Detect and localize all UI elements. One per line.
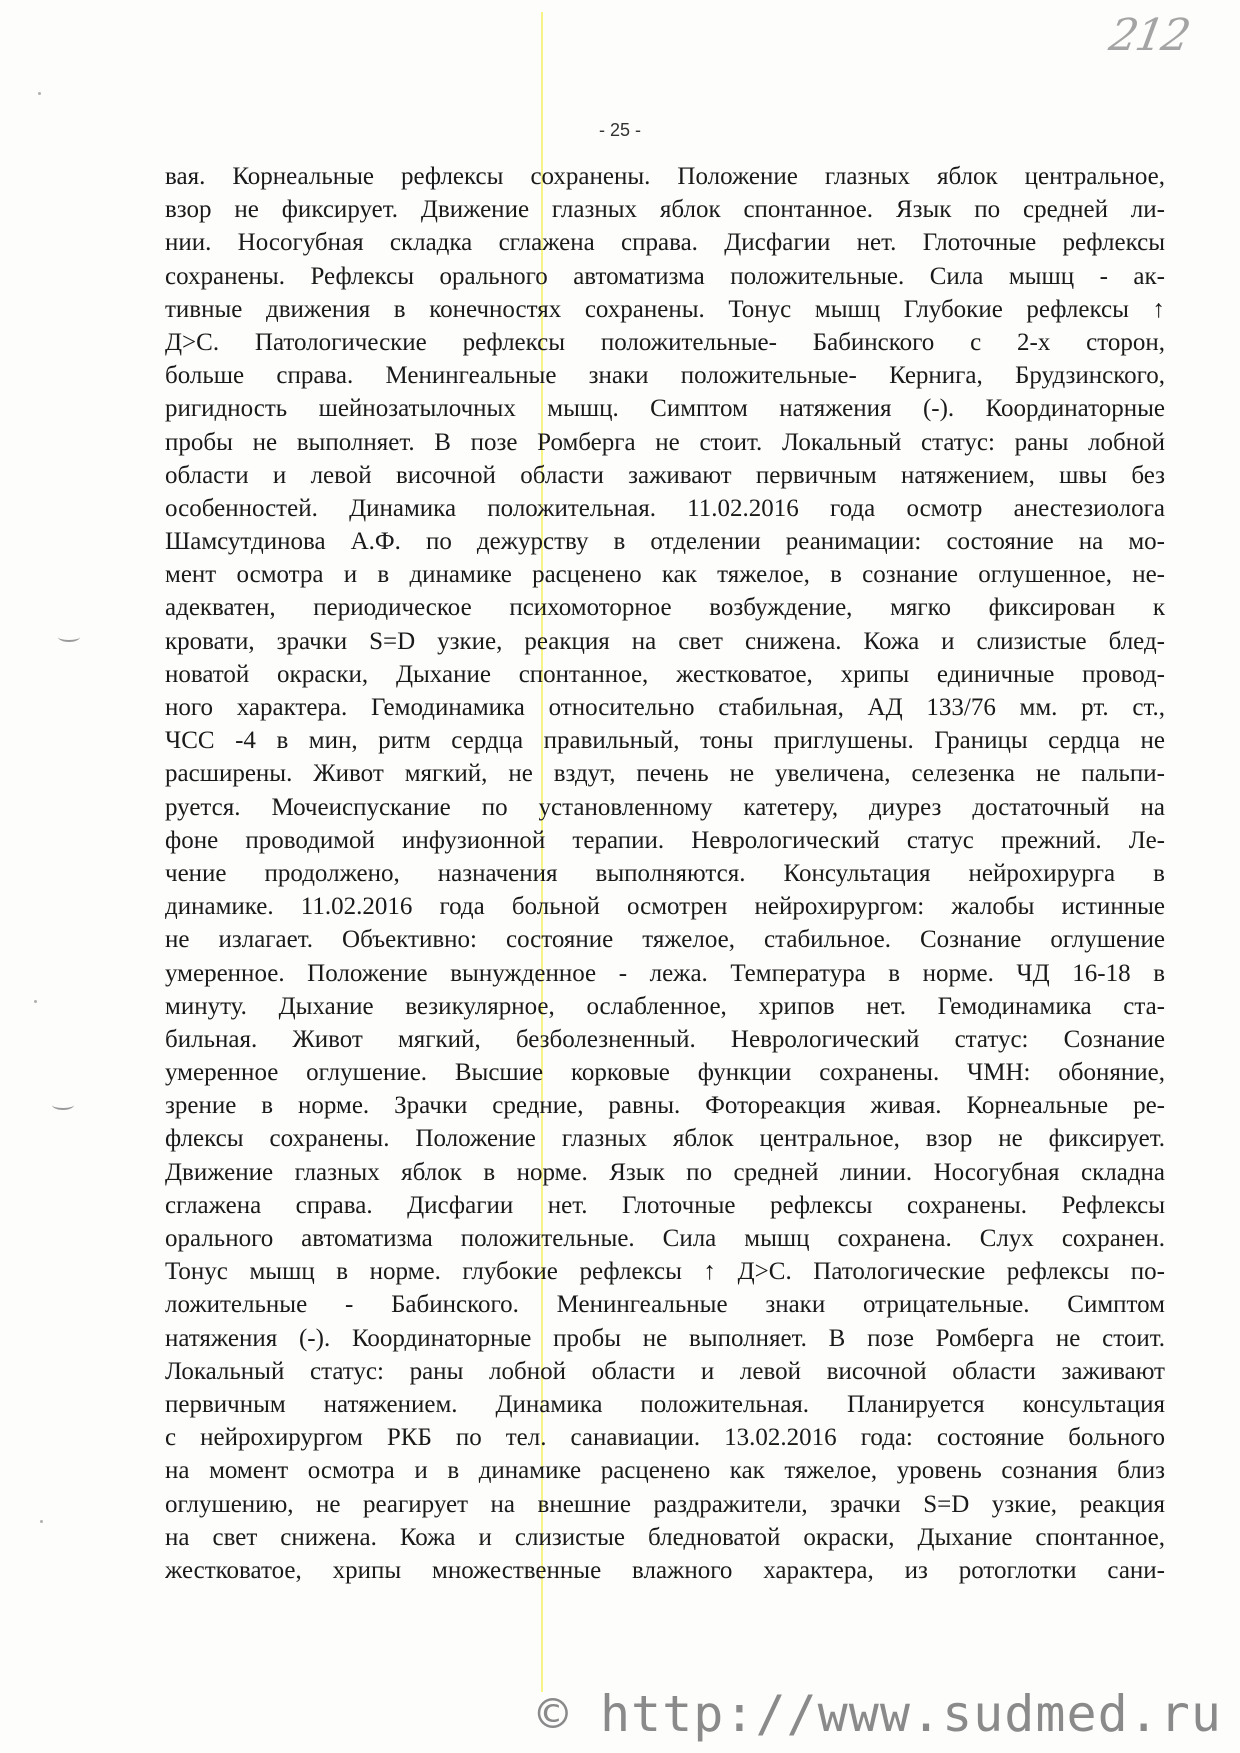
- text-line-content: вая. Корнеальные рефлексы сохранены. Положение глазных яблок центральное,: [165, 163, 1165, 190]
- text-line-content: Тонус мышц в норме. глубокие рефлексы ↑ Д>С. Патологические рефлексы по-: [165, 1258, 1165, 1286]
- text-line-content: ложительные - Бабинского. Менингеальные знаки отрицательные. Симптом: [165, 1291, 1165, 1319]
- text-line-content: нии. Носогубная складка сглажена справа. Дисфагии нет. Глоточные рефлексы: [165, 229, 1165, 257]
- text-line: [165, 890, 1165, 923]
- text-line-content: динамике. 11.02.2016 года больной осмотрен нейрохирургом: жалобы истинные: [165, 893, 1165, 921]
- scan-speck: [34, 1000, 37, 1003]
- text-line-content: оглушению, не реагирует на внешние раздражители, зрачки S=D узкие, реакция: [165, 1490, 1165, 1518]
- text-line-content: взор не фиксирует. Движение глазных яблок спонтанное. Язык по средней ли-: [165, 196, 1165, 224]
- text-line: [165, 525, 1165, 558]
- text-line-content: ригидность шейнозатылочных мышц. Симптом натяжения (-). Координаторные: [165, 395, 1165, 423]
- text-line-content: бильная. Живот мягкий, безболезненный. Неврологический статус: Сознание: [165, 1025, 1165, 1053]
- text-line: [165, 1189, 1165, 1222]
- text-line-content: зрение в норме. Зрачки средние, равны. Фотореакция живая. Корнеальные ре-: [165, 1092, 1165, 1120]
- text-line-content: чение продолжено, назначения выполняются. Консультация нейрохирурга в: [165, 859, 1165, 887]
- text-line: [165, 1521, 1165, 1554]
- binding-hole-mark: [52, 1100, 74, 1110]
- text-line-content: ного характера. Гемодинамика относительно стабильная, АД 133/76 мм. рт. ст.,: [165, 694, 1165, 721]
- text-line-content: минуту. Дыхание везикулярное, ослабленное, хрипов нет. Гемодинамика ста-: [165, 992, 1165, 1020]
- text-line: [165, 326, 1165, 359]
- text-line-content: мент осмотра и в динамике расценено как тяжелое, в сознание оглушенное, не-: [165, 561, 1165, 589]
- text-line: [165, 1089, 1165, 1122]
- text-line-content: особенностей. Динамика положительная. 11.02.2016 года осмотр анестезиолога: [165, 494, 1165, 522]
- text-line-content: жестковатое, хрипы множественные влажного характера, из ротоглотки сани-: [165, 1556, 1165, 1584]
- body-text: [165, 160, 1165, 1587]
- text-line: [165, 426, 1165, 459]
- text-line-content: сглажена справа. Дисфагии нет. Глоточные рефлексы сохранены. Рефлексы: [165, 1191, 1165, 1219]
- text-line: [165, 957, 1165, 990]
- text-line: [165, 724, 1165, 757]
- text-line: [165, 857, 1165, 890]
- text-line-content: флексы сохранены. Положение глазных яблок центральное, взор не фиксирует.: [165, 1125, 1165, 1153]
- text-line: [165, 1421, 1165, 1454]
- text-line: [165, 558, 1165, 591]
- text-line: [165, 1122, 1165, 1155]
- text-line-content: на свет снижена. Кожа и слизистые бледноватой окраски, Дыхание спонтанное,: [165, 1523, 1165, 1551]
- text-line-content: кровати, зрачки S=D узкие, реакция на свет снижена. Кожа и слизистые блед-: [165, 627, 1165, 655]
- text-line-content: руется. Мочеиспускание по установленному катетеру, диурез достаточный на: [165, 793, 1165, 821]
- text-line-content: умеренное. Положение вынужденное - лежа. Температура в норме. ЧД 16-18 в: [165, 959, 1165, 987]
- text-line: [165, 1288, 1165, 1321]
- text-line-content: Шамсутдинова А.Ф. по дежурству в отделении реанимации: состояние на мо-: [165, 528, 1165, 556]
- text-line: [165, 990, 1165, 1023]
- text-line: [165, 392, 1165, 425]
- text-line: [165, 691, 1165, 724]
- text-line: [165, 625, 1165, 658]
- text-line: [165, 1222, 1165, 1255]
- text-line: [165, 1255, 1165, 1288]
- text-line-content: не излагает. Объективно: состояние тяжелое, стабильное. Сознание оглушение: [165, 926, 1165, 954]
- text-line-content: больше справа. Менингеальные знаки положительные- Кернига, Брудзинского,: [165, 362, 1165, 390]
- text-line: [165, 226, 1165, 259]
- text-line-content: умеренное оглушение. Высшие корковые функции сохранены. ЧМН: обоняние,: [165, 1059, 1165, 1087]
- text-line: [165, 293, 1165, 326]
- text-line: [165, 757, 1165, 790]
- page-number: - 25 -: [598, 120, 641, 140]
- text-line-content: фоне проводимой инфузионной терапии. Неврологический статус прежний. Ле-: [165, 826, 1165, 854]
- text-line-content: адекватен, периодическое психомоторное возбуждение, мягко фиксирован к: [165, 594, 1165, 622]
- text-line: [165, 658, 1165, 691]
- text-line: [165, 591, 1165, 624]
- text-line-content: Локальный статус: раны лобной области и левой височной области заживают: [165, 1357, 1165, 1385]
- text-line: [165, 1388, 1165, 1421]
- text-line: [165, 193, 1165, 226]
- text-line-content: области и левой височной области заживают первичным натяжением, швы без: [165, 461, 1165, 489]
- text-line: [165, 1488, 1165, 1521]
- text-line: [165, 160, 1165, 193]
- binding-hole-mark: [58, 632, 80, 642]
- text-line-content: с нейрохирургом РКБ по тел. санавиации. 13.02.2016 года: состояние больного: [165, 1424, 1165, 1452]
- text-line-content: на момент осмотра и в динамике расценено как тяжелое, уровень сознания близ: [165, 1457, 1165, 1485]
- text-line: [165, 1454, 1165, 1487]
- text-line: [165, 791, 1165, 824]
- text-line-content: расширены. Живот мягкий, не вздут, печень не увеличена, селезенка не пальпи-: [165, 760, 1165, 788]
- text-line: [165, 459, 1165, 492]
- text-line-content: орального автоматизма положительные. Сила мышц сохранена. Слух сохранен.: [165, 1225, 1165, 1252]
- handwritten-sheet-number: 212: [1105, 10, 1193, 61]
- text-line: [165, 1322, 1165, 1355]
- text-line: [165, 359, 1165, 392]
- text-line: [165, 824, 1165, 857]
- text-line-content: первичным натяжением. Динамика положительная. Планируется консультация: [165, 1390, 1165, 1418]
- text-line-content: натяжения (-). Координаторные пробы не выполняет. В позе Ромберга не стоит.: [165, 1324, 1165, 1352]
- text-line-content: пробы не выполняет. В позе Ромберга не стоит. Локальный статус: раны лобной: [165, 428, 1165, 456]
- text-line: [165, 1156, 1165, 1189]
- text-line-content: тивные движения в конечностях сохранены. Тонус мышц Глубокие рефлексы ↑: [165, 295, 1165, 323]
- text-line: [165, 923, 1165, 956]
- watermark: © http://www.sudmed.ru: [537, 1685, 1222, 1743]
- text-line: [165, 492, 1165, 525]
- text-line: [165, 1023, 1165, 1056]
- text-line-content: Движение глазных яблок в норме. Язык по средней линии. Носогубная складна: [165, 1158, 1165, 1186]
- scan-speck: [38, 92, 41, 95]
- text-line-content: новатой окраски, Дыхание спонтанное, жестковатое, хрипы единичные провод-: [165, 660, 1165, 688]
- text-line-content: ЧСС -4 в мин, ритм сердца правильный, тоны приглушены. Границы сердца не: [165, 727, 1165, 755]
- text-line: [165, 1554, 1165, 1587]
- text-line: [165, 1056, 1165, 1089]
- text-line: [165, 260, 1165, 293]
- text-line-content: Д>С. Патологические рефлексы положительные- Бабинского с 2-х сторон,: [165, 328, 1165, 356]
- text-line-content: сохранены. Рефлексы орального автоматизма положительные. Сила мышц - ак-: [165, 262, 1165, 290]
- scan-speck: [40, 1520, 43, 1523]
- text-line: [165, 1355, 1165, 1388]
